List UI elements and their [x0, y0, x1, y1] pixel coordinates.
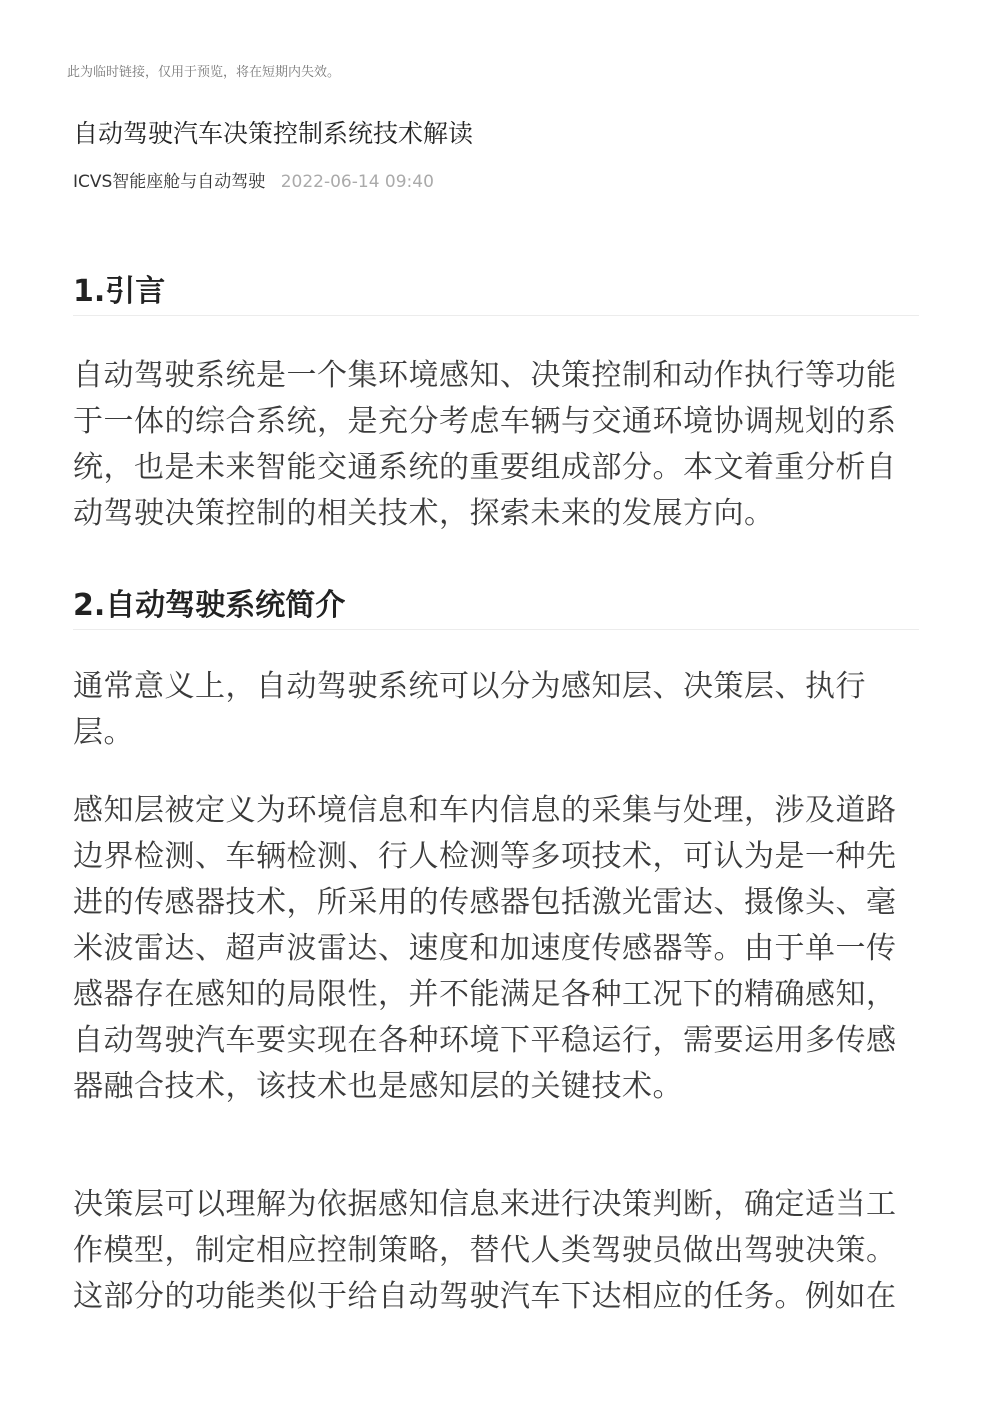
paragraph: 感知层被定义为环境信息和车内信息的采集与处理，涉及道路边界检测、车辆检测、行人检测等多项技术，可认为是一种先进的传感器技术，所采用的传感器包括激光雷达、摄像头、毫米波雷达、超声波雷达、速度和加速度传感器等。由于单一传感器存在感知的局限性，并不能满足各种工况下的精确感知，自动驾驶汽车要实现在各种环境下平稳运行，需要运用多传感器融合技术，该技术也是感知层的关键技术。: [73, 793, 897, 1104]
account-name-link[interactable]: ICVS智能座舱与自动驾驶: [73, 172, 266, 192]
section-heading-intro: 1.引言: [73, 270, 919, 316]
publish-time: 2022-06-14 09:40: [280, 172, 434, 192]
temporary-link-notice: 此为临时链接，仅用于预览，将在短期内失效。: [67, 65, 341, 80]
section-heading-system-overview: 2.自动驾驶系统简介: [73, 584, 919, 630]
paragraph: 自动驾驶系统是一个集环境感知、决策控制和动作执行等功能于一体的综合系统，是充分考虑车辆与交通环境协调规划的系统，也是未来智能交通系统的重要组成部分。本文着重分析自动驾驶决策控制的相关技术，探索未来的发展方向。: [73, 358, 897, 531]
article-meta: [73, 169, 434, 195]
paragraph: 决策层可以理解为依据感知信息来进行决策判断，确定适当工作模型，制定相应控制策略，替代人类驾驶员做出驾驶决策。这部分的功能类似于给自动驾驶汽车下达相应的任务。例如在: [73, 1187, 897, 1314]
article-title: 自动驾驶汽车决策控制系统技术解读: [73, 119, 474, 148]
article-body: [73, 270, 919, 1320]
paragraph: 通常意义上，自动驾驶系统可以分为感知层、决策层、执行层。: [73, 669, 866, 750]
